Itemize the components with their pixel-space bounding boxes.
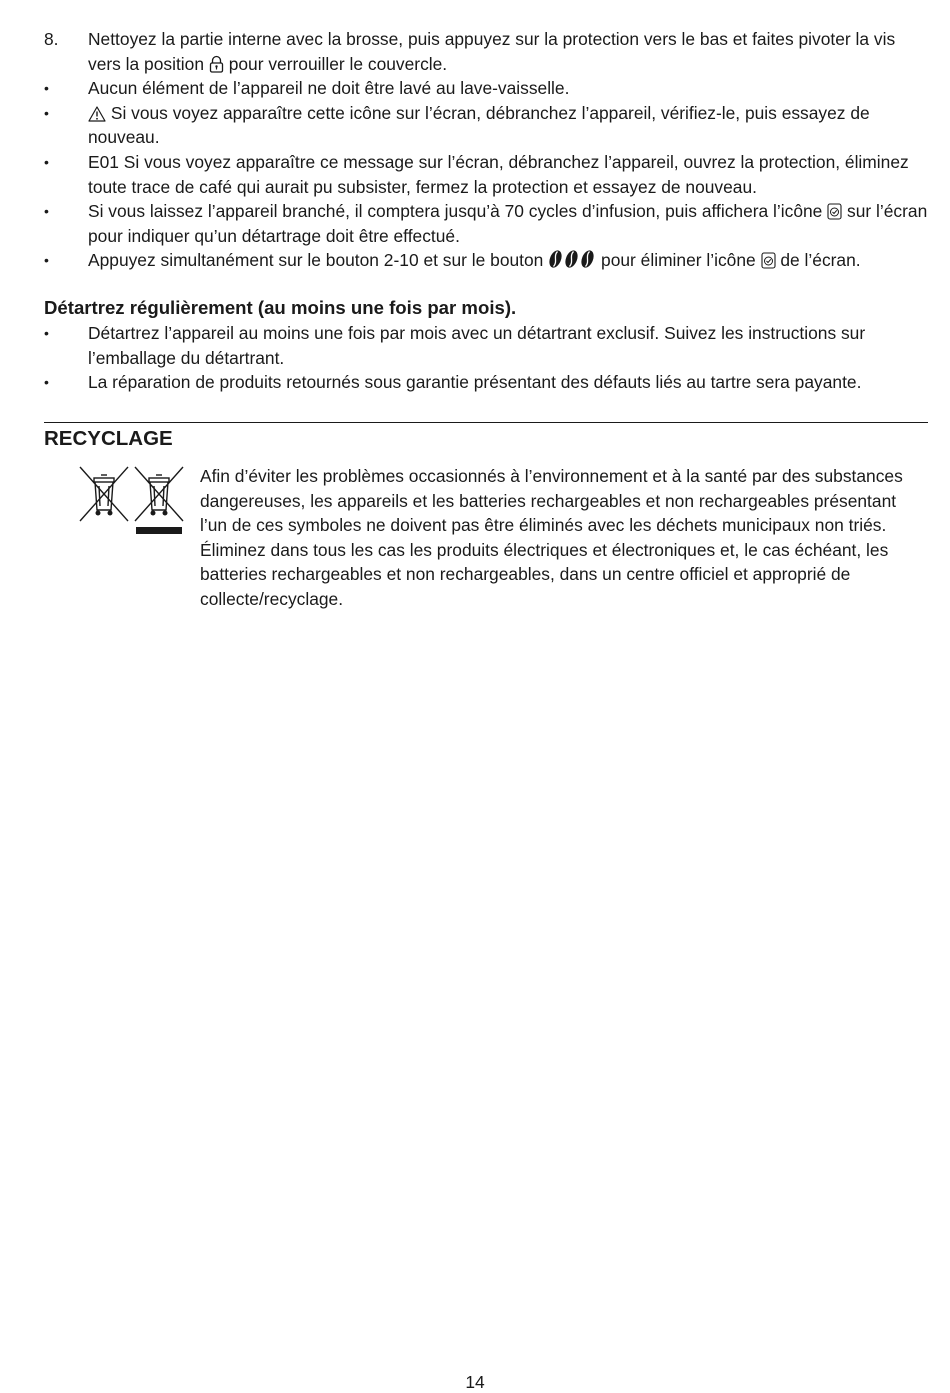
item-text: Aucun élément de l’appareil ne doit être lavé au lave-vaisselle.	[88, 78, 570, 99]
list-item	[44, 101, 928, 150]
list-item	[44, 76, 928, 101]
bullet: •	[44, 153, 49, 170]
crossed-bin-icon	[79, 466, 129, 524]
page-number: 14	[465, 1372, 485, 1392]
bullet: •	[44, 80, 49, 97]
list-item	[44, 248, 928, 273]
three-beans-icon	[548, 249, 596, 269]
descaling-icon	[761, 252, 776, 269]
list-item	[44, 27, 928, 76]
descaling-icon	[827, 203, 842, 220]
recycling-paragraph: Afin d’éviter les problèmes occasionnés à l’environnement et à la santé par des substances dangereuses, les appareils et les batteries rechargeables et non rechargeables présentant l’un de ces symboles ne doivent pas être éliminés avec les déchets municipaux non triés. Éliminez dans tous les cas les produits électriques et électroniques et, le cas échéant, les batteries rechargeables et non rechargeables, dans un centre officiel et approprié de collecte/recyclage.	[200, 466, 903, 609]
bullet: •	[44, 203, 49, 220]
bullet: •	[44, 104, 49, 121]
item-text: sur l’écran pour indiquer qu’un détartrage doit être effectué.	[88, 201, 928, 246]
item-text: pour éliminer l’icône	[601, 250, 756, 271]
descaling-heading: Détartrez régulièrement (au moins une fois par mois).	[44, 297, 517, 318]
item-text: Nettoyez la partie interne avec la brosse, puis appuyez sur la protection vers le bas et faites pivoter la vis vers la position	[88, 29, 896, 74]
item-text: E01 Si vous voyez apparaître ce message sur l’écran, débranchez l’appareil, ouvrez la protection, éliminez toute trace de café qui aurait pu subsister, fermez la protection et essayez de nouveau.	[88, 151, 909, 197]
item-text: La réparation de produits retournés sous garantie présentant des défauts liés au tartre sera payante.	[88, 372, 862, 393]
recycling-heading: RECYCLAGE	[44, 427, 173, 450]
list-item	[44, 150, 928, 199]
lock-icon	[209, 55, 224, 73]
section-divider	[44, 422, 928, 423]
item-text: Si vous voyez apparaître cette icône sur l’écran, débranchez l’appareil, vérifiez-le, puis essayez de nouveau.	[88, 102, 870, 148]
list-item	[44, 370, 928, 395]
item-text: pour verrouiller le couvercle.	[228, 53, 448, 74]
warning-icon	[88, 106, 106, 122]
crossed-bin-with-bar-icon	[134, 466, 184, 538]
bullet: •	[44, 374, 49, 391]
item-text: Appuyez simultanément sur le bouton 2-10 et sur le bouton	[88, 250, 544, 271]
list-item	[44, 321, 928, 370]
maintenance-instructions-list	[44, 27, 928, 273]
bullet: •	[44, 252, 49, 269]
item-text: de l’écran.	[780, 250, 861, 271]
item-number: 8.	[44, 29, 59, 49]
item-text: Détartrez l’appareil au moins une fois par mois avec un détartrant exclusif. Suivez les instructions sur l’emballage du détartrant.	[88, 323, 866, 368]
bullet: •	[44, 325, 49, 341]
descaling-list	[44, 321, 928, 395]
item-text: Si vous laissez l’appareil branché, il comptera jusqu’à 70 cycles d’infusion, puis affichera l’icône	[88, 201, 823, 222]
list-item	[44, 199, 928, 248]
